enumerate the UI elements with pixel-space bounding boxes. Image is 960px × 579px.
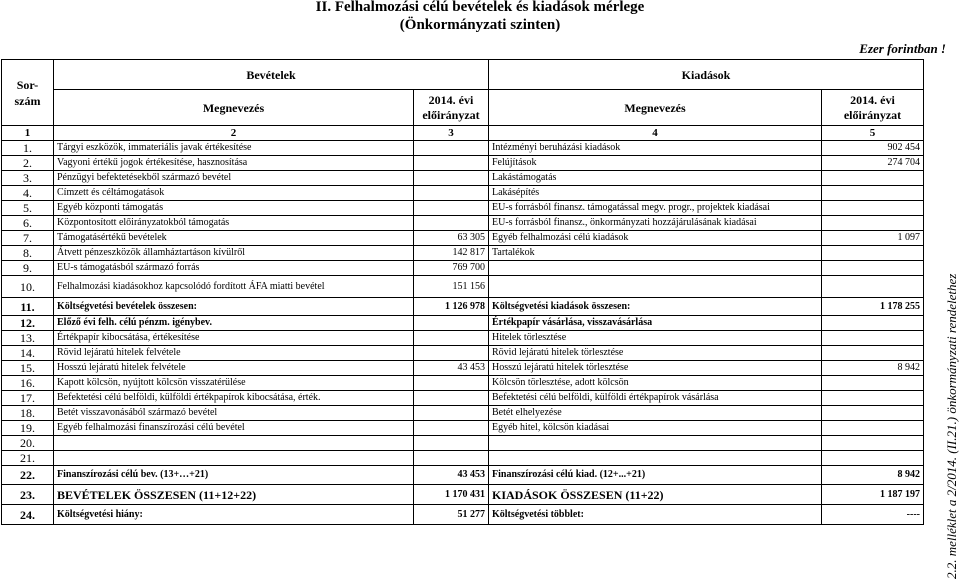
revenue-name: Vagyoni értékű jogok értékesítése, hasznosítása: [54, 156, 414, 171]
header-kiadasok: Kiadások: [489, 60, 924, 90]
revenue-amount: 142 817: [414, 246, 489, 261]
revenue-name: Hosszú lejáratú hitelek felvétele: [54, 361, 414, 376]
revenue-name: Átvett pénzeszközök államháztartáson kívülről: [54, 246, 414, 261]
revenue-name: Központosított előirányzatokból támogatás: [54, 216, 414, 231]
revenue-name: Befektetési célú belföldi, külföldi értékpapírok kibocsátása, érték.: [54, 391, 414, 406]
table-row: [2, 451, 924, 466]
row-number: 22.: [2, 466, 54, 485]
header-eloiranyzat-expense: 2014. évi előirányzat: [822, 90, 924, 126]
expense-amount: [822, 451, 924, 466]
expense-amount: [822, 246, 924, 261]
table-row: [2, 261, 924, 276]
header-bevetelek: Bevételek: [54, 60, 489, 90]
table-row: [2, 376, 924, 391]
header-megnevezes-expense: Megnevezés: [489, 90, 822, 126]
row-number: 14.: [2, 346, 54, 361]
revenue-name: BEVÉTELEK ÖSSZESEN (11+12+22): [54, 485, 414, 505]
table-row: [2, 421, 924, 436]
revenue-name: [54, 436, 414, 451]
revenue-name: Előző évi felh. célú pénzm. igénybev.: [54, 316, 414, 331]
expense-name: Egyéb hitel, kölcsön kiadásai: [489, 421, 822, 436]
table-row: [2, 141, 924, 156]
revenue-name: Címzett és céltámogatások: [54, 186, 414, 201]
row-number: 10.: [2, 276, 54, 298]
expense-name: Kölcsön törlesztése, adott kölcsön: [489, 376, 822, 391]
revenue-amount: [414, 216, 489, 231]
header-megnevezes-revenue: Megnevezés: [54, 90, 414, 126]
table-row: [2, 216, 924, 231]
revenue-name: Költségvetési bevételek összesen:: [54, 298, 414, 316]
revenue-amount: [414, 406, 489, 421]
revenue-name: Rövid lejáratú hitelek felvétele: [54, 346, 414, 361]
document-title: II. Felhalmozási célú bevételek és kiadások mérlege: [315, 0, 645, 15]
colnum-5: 5: [822, 126, 924, 141]
expense-amount: 1 097: [822, 231, 924, 246]
revenue-name: EU-s támogatásból származó forrás: [54, 261, 414, 276]
table-row: [2, 391, 924, 406]
side-note: 2.2. melléklet a 2/2014. (II.21.) önkormányzati rendelethez: [944, 273, 959, 579]
expense-amount: 8 942: [822, 466, 924, 485]
revenue-name: Kapott kölcsön, nyújtott kölcsön visszatérülése: [54, 376, 414, 391]
expense-name: [489, 276, 822, 298]
colnum-4: 4: [489, 126, 822, 141]
expense-name: Költségvetési kiadások összesen:: [489, 298, 822, 316]
table-row: [2, 505, 924, 525]
expense-amount: [822, 391, 924, 406]
table-row: [2, 276, 924, 298]
header-sorszam: Sor-szám: [2, 60, 54, 126]
table-row: [2, 331, 924, 346]
revenue-amount: 151 156: [414, 276, 489, 298]
table-row: [2, 298, 924, 316]
table-row: [2, 316, 924, 331]
expense-amount: [822, 261, 924, 276]
expense-name: Felújítások: [489, 156, 822, 171]
table-row: [2, 186, 924, 201]
expense-name: [489, 436, 822, 451]
revenue-amount: [414, 421, 489, 436]
table-row: [2, 171, 924, 186]
expense-amount: [822, 201, 924, 216]
revenue-amount: [414, 331, 489, 346]
expense-name: Tartalékok: [489, 246, 822, 261]
expense-name: Értékpapír vásárlása, visszavásárlása: [489, 316, 822, 331]
expense-amount: [822, 436, 924, 451]
expense-name: Betét elhelyezése: [489, 406, 822, 421]
expense-amount: 902 454: [822, 141, 924, 156]
revenue-name: Betét visszavonásából származó bevétel: [54, 406, 414, 421]
row-number: 5.: [2, 201, 54, 216]
colnum-1: 1: [2, 126, 54, 141]
expense-amount: [822, 346, 924, 361]
row-number: 20.: [2, 436, 54, 451]
revenue-amount: [414, 156, 489, 171]
row-number: 11.: [2, 298, 54, 316]
colnum-3: 3: [414, 126, 489, 141]
expense-amount: [822, 331, 924, 346]
revenue-amount: [414, 451, 489, 466]
revenue-amount: [414, 171, 489, 186]
expense-name: KIADÁSOK ÖSSZESEN (11+22): [489, 485, 822, 505]
row-number: 23.: [2, 485, 54, 505]
revenue-amount: [414, 346, 489, 361]
expense-amount: [822, 171, 924, 186]
expense-amount: [822, 316, 924, 331]
expense-amount: 8 942: [822, 361, 924, 376]
revenue-name: Egyéb központi támogatás: [54, 201, 414, 216]
revenue-name: Felhalmozási kiadásokhoz kapcsolódó fordított ÁFA miatti bevétel: [54, 276, 414, 298]
revenue-amount: 63 305: [414, 231, 489, 246]
revenue-amount: [414, 376, 489, 391]
expense-amount: [822, 376, 924, 391]
table-row: [2, 466, 924, 485]
revenue-name: Egyéb felhalmozási finanszírozási célú bevétel: [54, 421, 414, 436]
revenue-amount: [414, 391, 489, 406]
expense-name: Finanszírozási célú kiad. (12+...+21): [489, 466, 822, 485]
row-number: 4.: [2, 186, 54, 201]
expense-amount: [822, 186, 924, 201]
expense-name: Lakásépítés: [489, 186, 822, 201]
expense-amount: 274 704: [822, 156, 924, 171]
row-number: 19.: [2, 421, 54, 436]
expense-name: Befektetési célú belföldi, külföldi értékpapírok vásárlása: [489, 391, 822, 406]
expense-amount: ----: [822, 505, 924, 525]
colnum-2: 2: [54, 126, 414, 141]
table-row: [2, 436, 924, 451]
revenue-amount: [414, 186, 489, 201]
table-row: [2, 361, 924, 376]
revenue-name: Értékpapír kibocsátása, értékesítése: [54, 331, 414, 346]
row-number: 7.: [2, 231, 54, 246]
expense-name: Hitelek törlesztése: [489, 331, 822, 346]
row-number: 13.: [2, 331, 54, 346]
table-row: [2, 246, 924, 261]
revenue-amount: [414, 201, 489, 216]
expense-amount: [822, 421, 924, 436]
revenue-amount: [414, 141, 489, 156]
revenue-amount: 51 277: [414, 505, 489, 525]
table-row: [2, 231, 924, 246]
expense-amount: [822, 216, 924, 231]
expense-name: EU-s forrásból finansz., önkormányzati hozzájárulásának kiadásai: [489, 216, 822, 231]
row-number: 8.: [2, 246, 54, 261]
document-subtitle: (Önkormányzati szinten): [399, 17, 561, 33]
expense-amount: [822, 406, 924, 421]
row-number: 12.: [2, 316, 54, 331]
table-row: [2, 406, 924, 421]
row-number: 18.: [2, 406, 54, 421]
expense-name: [489, 261, 822, 276]
expense-amount: 1 187 197: [822, 485, 924, 505]
expense-name: Intézményi beruházási kiadások: [489, 141, 822, 156]
expense-name: EU-s forrásból finansz. támogatással megv. progr., projektek kiadásai: [489, 201, 822, 216]
row-number: 2.: [2, 156, 54, 171]
unit-note: Ezer forintban !: [859, 41, 946, 56]
header-eloiranyzat-revenue: 2014. évi előirányzat: [414, 90, 489, 126]
row-number: 3.: [2, 171, 54, 186]
revenue-name: [54, 451, 414, 466]
table-row: [2, 156, 924, 171]
revenue-amount: 769 700: [414, 261, 489, 276]
revenue-name: Finanszírozási célú bev. (13+…+21): [54, 466, 414, 485]
row-number: 24.: [2, 505, 54, 525]
revenue-amount: 1 170 431: [414, 485, 489, 505]
expense-name: Lakástámogatás: [489, 171, 822, 186]
expense-name: Hosszú lejáratú hitelek törlesztése: [489, 361, 822, 376]
row-number: 21.: [2, 451, 54, 466]
revenue-amount: [414, 316, 489, 331]
row-number: 16.: [2, 376, 54, 391]
revenue-amount: 1 126 978: [414, 298, 489, 316]
revenue-amount: [414, 436, 489, 451]
balance-table: [1, 59, 924, 525]
table-row: [2, 346, 924, 361]
expense-name: [489, 451, 822, 466]
expense-name: Egyéb felhalmozási célú kiadások: [489, 231, 822, 246]
revenue-name: Támogatásértékű bevételek: [54, 231, 414, 246]
revenue-name: Pénzügyi befektetésekből származó bevétel: [54, 171, 414, 186]
table-row: [2, 485, 924, 505]
expense-amount: [822, 276, 924, 298]
row-number: 15.: [2, 361, 54, 376]
expense-name: Költségvetési többlet:: [489, 505, 822, 525]
row-number: 1.: [2, 141, 54, 156]
revenue-amount: 43 453: [414, 466, 489, 485]
row-number: 6.: [2, 216, 54, 231]
expense-name: Rövid lejáratú hitelek törlesztése: [489, 346, 822, 361]
row-number: 9.: [2, 261, 54, 276]
expense-amount: 1 178 255: [822, 298, 924, 316]
revenue-name: Költségvetési hiány:: [54, 505, 414, 525]
row-number: 17.: [2, 391, 54, 406]
table-row: [2, 201, 924, 216]
revenue-name: Tárgyi eszközök, immateriális javak értékesítése: [54, 141, 414, 156]
revenue-amount: 43 453: [414, 361, 489, 376]
